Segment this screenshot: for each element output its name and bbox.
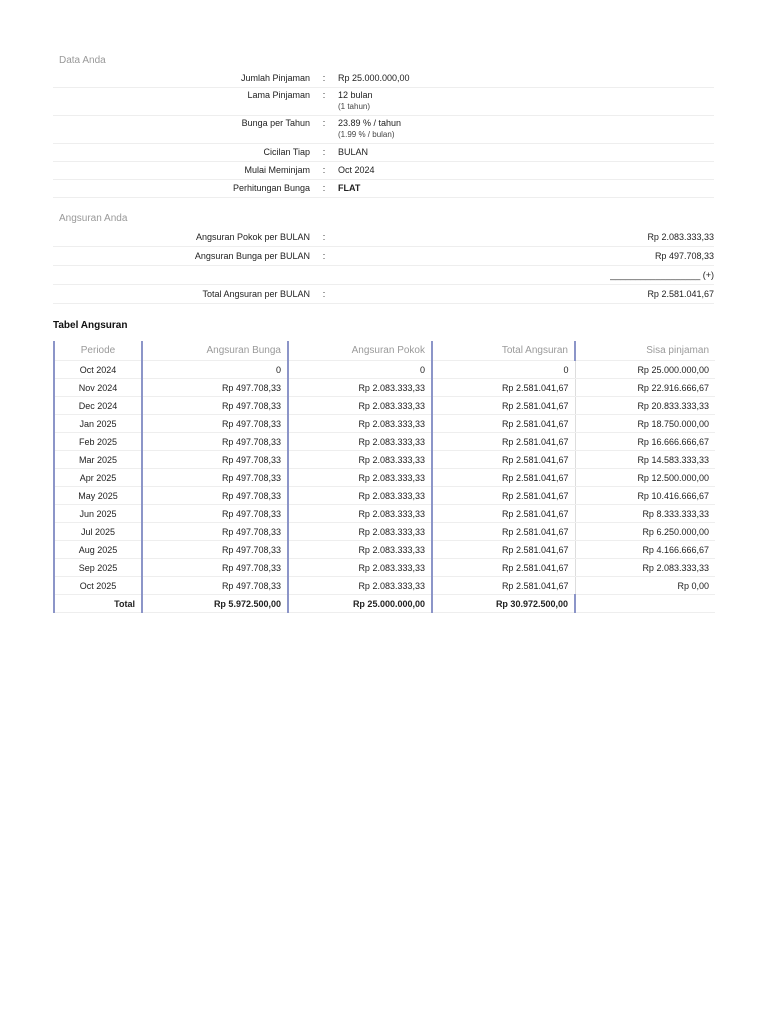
table-cell: Rp 2.083.333,33 bbox=[288, 559, 432, 577]
table-cell: Rp 497.708,33 bbox=[142, 469, 288, 487]
table-cell: Rp 2.581.041,67 bbox=[432, 451, 575, 469]
angsuran-pokok-value: Rp 2.083.333,33 bbox=[647, 232, 714, 242]
table-cell: Rp 2.083.333,33 bbox=[288, 541, 432, 559]
table-cell: Rp 497.708,33 bbox=[142, 559, 288, 577]
data-anda-rows bbox=[53, 70, 714, 198]
data-row-label: Mulai Meminjam bbox=[244, 165, 310, 175]
table-cell: 0 bbox=[288, 361, 432, 379]
sum-marker: __________________ (+) bbox=[610, 270, 714, 280]
data-row bbox=[53, 144, 714, 162]
table-cell: Rp 2.083.333,33 bbox=[288, 487, 432, 505]
table-cell: Rp 497.708,33 bbox=[142, 523, 288, 541]
data-row bbox=[53, 180, 714, 198]
data-row-value-main: Rp 25.000.000,00 bbox=[338, 73, 410, 83]
table-cell: Rp 2.581.041,67 bbox=[432, 379, 575, 397]
data-row-value bbox=[338, 70, 714, 87]
data-row-value bbox=[338, 144, 714, 161]
data-row-label: Perhitungan Bunga bbox=[232, 183, 310, 193]
table-cell: Rp 497.708,33 bbox=[142, 379, 288, 397]
table-cell: Rp 497.708,33 bbox=[142, 433, 288, 451]
column-header[interactable]: Periode bbox=[54, 341, 142, 361]
angsuran-bunga-row bbox=[53, 247, 714, 266]
table-cell: Rp 0,00 bbox=[575, 577, 715, 595]
table-cell: Rp 497.708,33 bbox=[142, 415, 288, 433]
data-row-value-main: FLAT bbox=[338, 183, 361, 193]
table-cell: Rp 2.083.333,33 bbox=[288, 397, 432, 415]
table-total-cell bbox=[575, 595, 715, 613]
table-cell: Rp 2.083.333,33 bbox=[288, 415, 432, 433]
data-row-label: Cicilan Tiap bbox=[263, 147, 310, 157]
data-anda-section bbox=[53, 52, 714, 198]
table-cell: Rp 22.916.666,67 bbox=[575, 379, 715, 397]
data-row bbox=[53, 116, 714, 144]
table-cell: 0 bbox=[432, 361, 575, 379]
angsuran-pokok-row bbox=[53, 228, 714, 247]
data-row bbox=[53, 162, 714, 180]
tabel-angsuran-title: Tabel Angsuran bbox=[53, 320, 128, 331]
table-row bbox=[54, 577, 715, 595]
data-row-label: Jumlah Pinjaman bbox=[240, 73, 310, 83]
table-cell: Mar 2025 bbox=[54, 451, 142, 469]
table-cell: Rp 25.000.000,00 bbox=[575, 361, 715, 379]
table-cell: Feb 2025 bbox=[54, 433, 142, 451]
data-row-label: Bunga per Tahun bbox=[241, 118, 310, 128]
angsuran-bunga-value: Rp 497.708,33 bbox=[654, 251, 714, 261]
table-cell: Rp 2.083.333,33 bbox=[288, 379, 432, 397]
table-total-cell: Rp 5.972.500,00 bbox=[142, 595, 288, 613]
data-anda-title: Data Anda bbox=[59, 55, 106, 66]
table-cell: Rp 10.416.666,67 bbox=[575, 487, 715, 505]
table-cell: Jan 2025 bbox=[54, 415, 142, 433]
total-angsuran-row bbox=[53, 285, 714, 304]
colon: : bbox=[322, 251, 326, 261]
table-body bbox=[54, 361, 715, 613]
tabel-angsuran-section bbox=[53, 319, 714, 613]
table-row bbox=[54, 541, 715, 559]
data-row bbox=[53, 70, 714, 88]
table-cell: Rp 16.666.666,67 bbox=[575, 433, 715, 451]
table-row bbox=[54, 469, 715, 487]
column-header[interactable]: Angsuran Bunga bbox=[142, 341, 288, 361]
table-total-cell: Rp 30.972.500,00 bbox=[432, 595, 575, 613]
table-cell: Jun 2025 bbox=[54, 505, 142, 523]
table-cell: Rp 2.581.041,67 bbox=[432, 505, 575, 523]
table-cell: Rp 497.708,33 bbox=[142, 541, 288, 559]
table-cell: Rp 4.166.666,67 bbox=[575, 541, 715, 559]
table-cell: Rp 2.581.041,67 bbox=[432, 577, 575, 595]
colon: : bbox=[322, 147, 326, 157]
total-angsuran-value: Rp 2.581.041,67 bbox=[647, 289, 714, 299]
colon: : bbox=[322, 232, 326, 242]
colon: : bbox=[322, 165, 326, 175]
table-cell: Rp 497.708,33 bbox=[142, 577, 288, 595]
table-total-cell: Total bbox=[54, 595, 142, 613]
data-row-value bbox=[338, 117, 714, 141]
angsuran-bunga-label: Angsuran Bunga per BULAN bbox=[194, 251, 310, 261]
table-cell: Rp 2.581.041,67 bbox=[432, 523, 575, 541]
colon: : bbox=[322, 289, 326, 299]
table-cell: May 2025 bbox=[54, 487, 142, 505]
column-header[interactable]: Angsuran Pokok bbox=[288, 341, 432, 361]
data-row-value-sub: (1 tahun) bbox=[338, 102, 371, 111]
table-row bbox=[54, 487, 715, 505]
data-row-label: Lama Pinjaman bbox=[247, 90, 310, 100]
table-cell: Dec 2024 bbox=[54, 397, 142, 415]
table-cell: Apr 2025 bbox=[54, 469, 142, 487]
table-row bbox=[54, 451, 715, 469]
table-cell: Rp 2.083.333,33 bbox=[288, 505, 432, 523]
table-header-row bbox=[54, 341, 715, 361]
table-cell: Rp 2.581.041,67 bbox=[432, 559, 575, 577]
table-cell: Rp 2.581.041,67 bbox=[432, 397, 575, 415]
sum-marker-row bbox=[53, 266, 714, 285]
installment-table bbox=[53, 341, 715, 613]
colon: : bbox=[322, 118, 326, 128]
table-cell: Rp 2.083.333,33 bbox=[288, 577, 432, 595]
data-row-value-sub: (1.99 % / bulan) bbox=[338, 130, 395, 139]
table-row bbox=[54, 397, 715, 415]
table-cell: Rp 497.708,33 bbox=[142, 505, 288, 523]
data-row bbox=[53, 88, 714, 116]
angsuran-anda-title: Angsuran Anda bbox=[59, 213, 128, 224]
data-row-value-main: 12 bulan bbox=[338, 90, 373, 100]
table-total-cell: Rp 25.000.000,00 bbox=[288, 595, 432, 613]
colon: : bbox=[322, 73, 326, 83]
table-cell: Nov 2024 bbox=[54, 379, 142, 397]
table-cell: Aug 2025 bbox=[54, 541, 142, 559]
total-angsuran-label: Total Angsuran per BULAN bbox=[202, 289, 310, 299]
data-row-value-main: BULAN bbox=[338, 147, 369, 157]
table-cell: Rp 2.581.041,67 bbox=[432, 415, 575, 433]
data-row-value-main: Oct 2024 bbox=[338, 165, 375, 175]
data-row-value bbox=[338, 180, 714, 197]
table-cell: Rp 6.250.000,00 bbox=[575, 523, 715, 541]
table-cell: Sep 2025 bbox=[54, 559, 142, 577]
column-header[interactable]: Total Angsuran bbox=[432, 341, 575, 361]
table-cell: Rp 2.581.041,67 bbox=[432, 433, 575, 451]
table-cell: Rp 12.500.000,00 bbox=[575, 469, 715, 487]
table-cell: Rp 2.581.041,67 bbox=[432, 487, 575, 505]
colon: : bbox=[322, 90, 326, 100]
table-cell: Rp 8.333.333,33 bbox=[575, 505, 715, 523]
column-header[interactable]: Sisa pinjaman bbox=[575, 341, 715, 361]
table-cell: Oct 2025 bbox=[54, 577, 142, 595]
table-cell: Rp 2.581.041,67 bbox=[432, 541, 575, 559]
table-cell: Jul 2025 bbox=[54, 523, 142, 541]
table-cell: Rp 497.708,33 bbox=[142, 487, 288, 505]
table-row bbox=[54, 379, 715, 397]
data-row-value bbox=[338, 89, 714, 113]
table-row bbox=[54, 523, 715, 541]
table-cell: Rp 20.833.333,33 bbox=[575, 397, 715, 415]
table-cell: Rp 2.083.333,33 bbox=[288, 451, 432, 469]
table-total-row bbox=[54, 595, 715, 613]
table-cell: Rp 497.708,33 bbox=[142, 397, 288, 415]
colon: : bbox=[322, 183, 326, 193]
table-row bbox=[54, 505, 715, 523]
table-row bbox=[54, 361, 715, 379]
angsuran-pokok-label: Angsuran Pokok per BULAN bbox=[195, 232, 310, 242]
data-row-value bbox=[338, 162, 714, 179]
table-cell: Rp 2.083.333,33 bbox=[575, 559, 715, 577]
table-row bbox=[54, 433, 715, 451]
data-row-value-main: 23.89 % / tahun bbox=[338, 118, 402, 128]
table-cell: Rp 18.750.000,00 bbox=[575, 415, 715, 433]
table-cell: Rp 2.083.333,33 bbox=[288, 469, 432, 487]
table-cell: Rp 2.083.333,33 bbox=[288, 433, 432, 451]
table-cell: Rp 497.708,33 bbox=[142, 451, 288, 469]
table-cell: Rp 2.083.333,33 bbox=[288, 523, 432, 541]
table-cell: 0 bbox=[142, 361, 288, 379]
table-cell: Rp 14.583.333,33 bbox=[575, 451, 715, 469]
table-cell: Rp 2.581.041,67 bbox=[432, 469, 575, 487]
table-cell: Oct 2024 bbox=[54, 361, 142, 379]
angsuran-anda-section bbox=[53, 210, 714, 304]
table-row bbox=[54, 415, 715, 433]
table-row bbox=[54, 559, 715, 577]
